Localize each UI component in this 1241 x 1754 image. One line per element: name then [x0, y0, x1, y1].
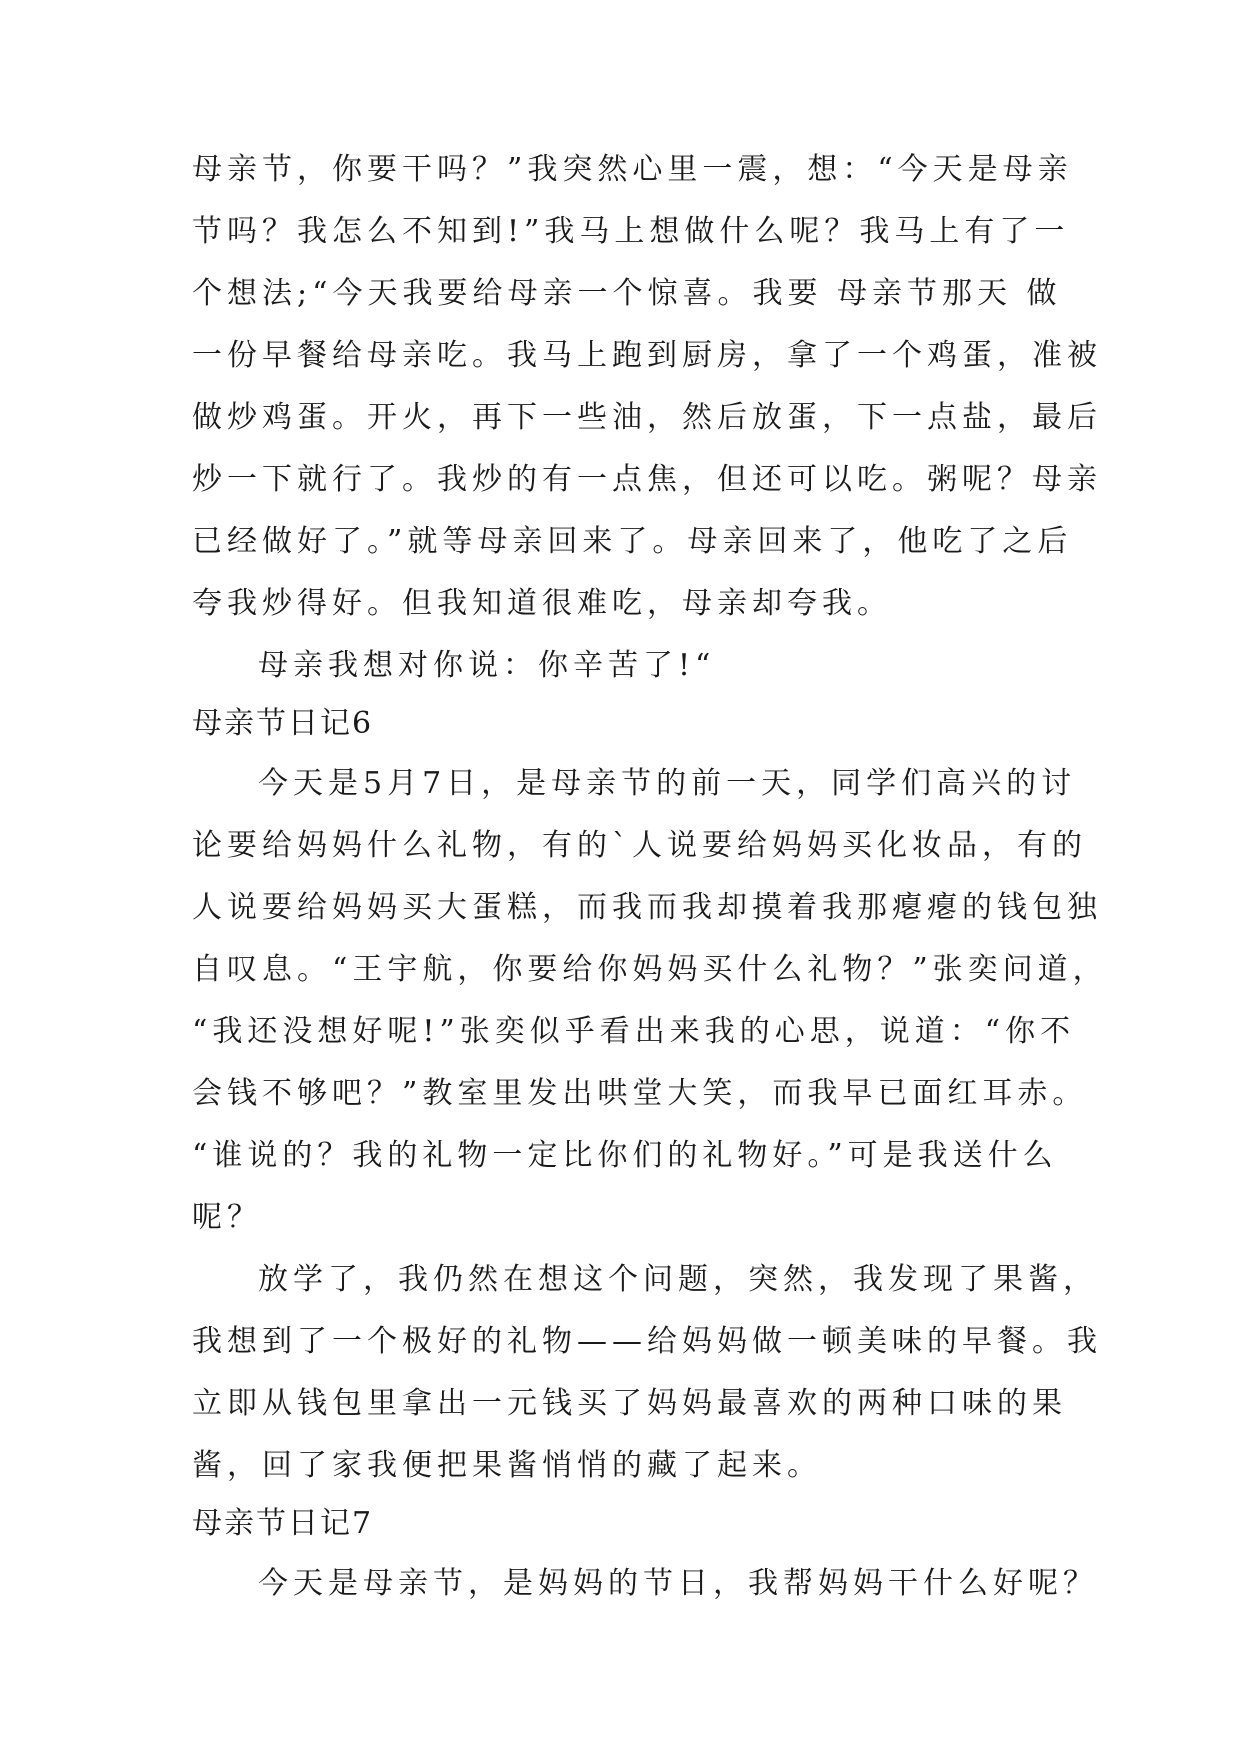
text-line-5: 做炒鸡蛋。开火，再下一些油，然后放蛋，下一点盐，最后 — [192, 400, 1102, 435]
text-line-3: 个想法;“今天我要给母亲一个惊喜。我要 母亲节那天 做 — [192, 276, 1062, 311]
text-line-2: 节吗？我怎么不知到!”我马上想做什么呢？我马上有了一 — [192, 214, 1070, 249]
text-line-12: 论要给妈妈什么礼物，有的`人说要给妈妈买化妆品，有的 — [192, 828, 1087, 863]
text-line-24: 今天是母亲节，是妈妈的节日，我帮妈妈干什么好呢？ — [258, 1566, 1098, 1601]
text-line-6: 炒一下就行了。我炒的有一点焦，但还可以吃。粥呢？母亲 — [192, 462, 1102, 497]
section-heading-6: 母亲节日记6 — [192, 706, 374, 741]
text-line-20: 我想到了一个极好的礼物——给妈妈做一顿美味的早餐。我 — [192, 1324, 1102, 1359]
text-line-19: 放学了，我仍然在想这个问题，突然，我发现了果酱， — [258, 1262, 1098, 1297]
text-line-11: 今天是5月7日，是母亲节的前一天，同学们高兴的讨 — [258, 766, 1077, 801]
text-line-9: 母亲我想对你说：你辛苦了!“ — [258, 648, 716, 683]
text-line-22: 酱，回了家我便把果酱悄悄的藏了起来。 — [192, 1448, 822, 1483]
text-line-8: 夸我炒得好。但我知道很难吃，母亲却夸我。 — [192, 586, 892, 621]
text-line-13: 人说要给妈妈买大蛋糕，而我而我却摸着我那瘪瘪的钱包独 — [192, 890, 1102, 925]
text-line-18: 呢？ — [192, 1200, 262, 1235]
text-line-15: “我还没想好呢!”张奕似乎看出来我的心思，说道：“你不 — [192, 1014, 1076, 1049]
section-heading-7: 母亲节日记7 — [192, 1506, 374, 1541]
text-line-4: 一份早餐给母亲吃。我马上跑到厨房，拿了一个鸡蛋，准被 — [192, 338, 1102, 373]
text-line-16: 会钱不够吧？”教室里发出哄堂大笑，而我早已面红耳赤。 — [192, 1076, 1088, 1111]
text-line-17: “谁说的？我的礼物一定比你们的礼物好。”可是我送什么 — [192, 1138, 1058, 1173]
text-line-1: 母亲节，你要干吗？”我突然心里一震，想：“今天是母亲 — [192, 152, 1073, 187]
text-line-21: 立即从钱包里拿出一元钱买了妈妈最喜欢的两种口味的果 — [192, 1386, 1067, 1421]
text-line-7: 已经做好了。”就等母亲回来了。母亲回来了，他吃了之后 — [192, 524, 1073, 559]
text-line-14: 自叹息。“王宇航，你要给你妈妈买什么礼物？”张奕问道， — [192, 952, 1108, 987]
